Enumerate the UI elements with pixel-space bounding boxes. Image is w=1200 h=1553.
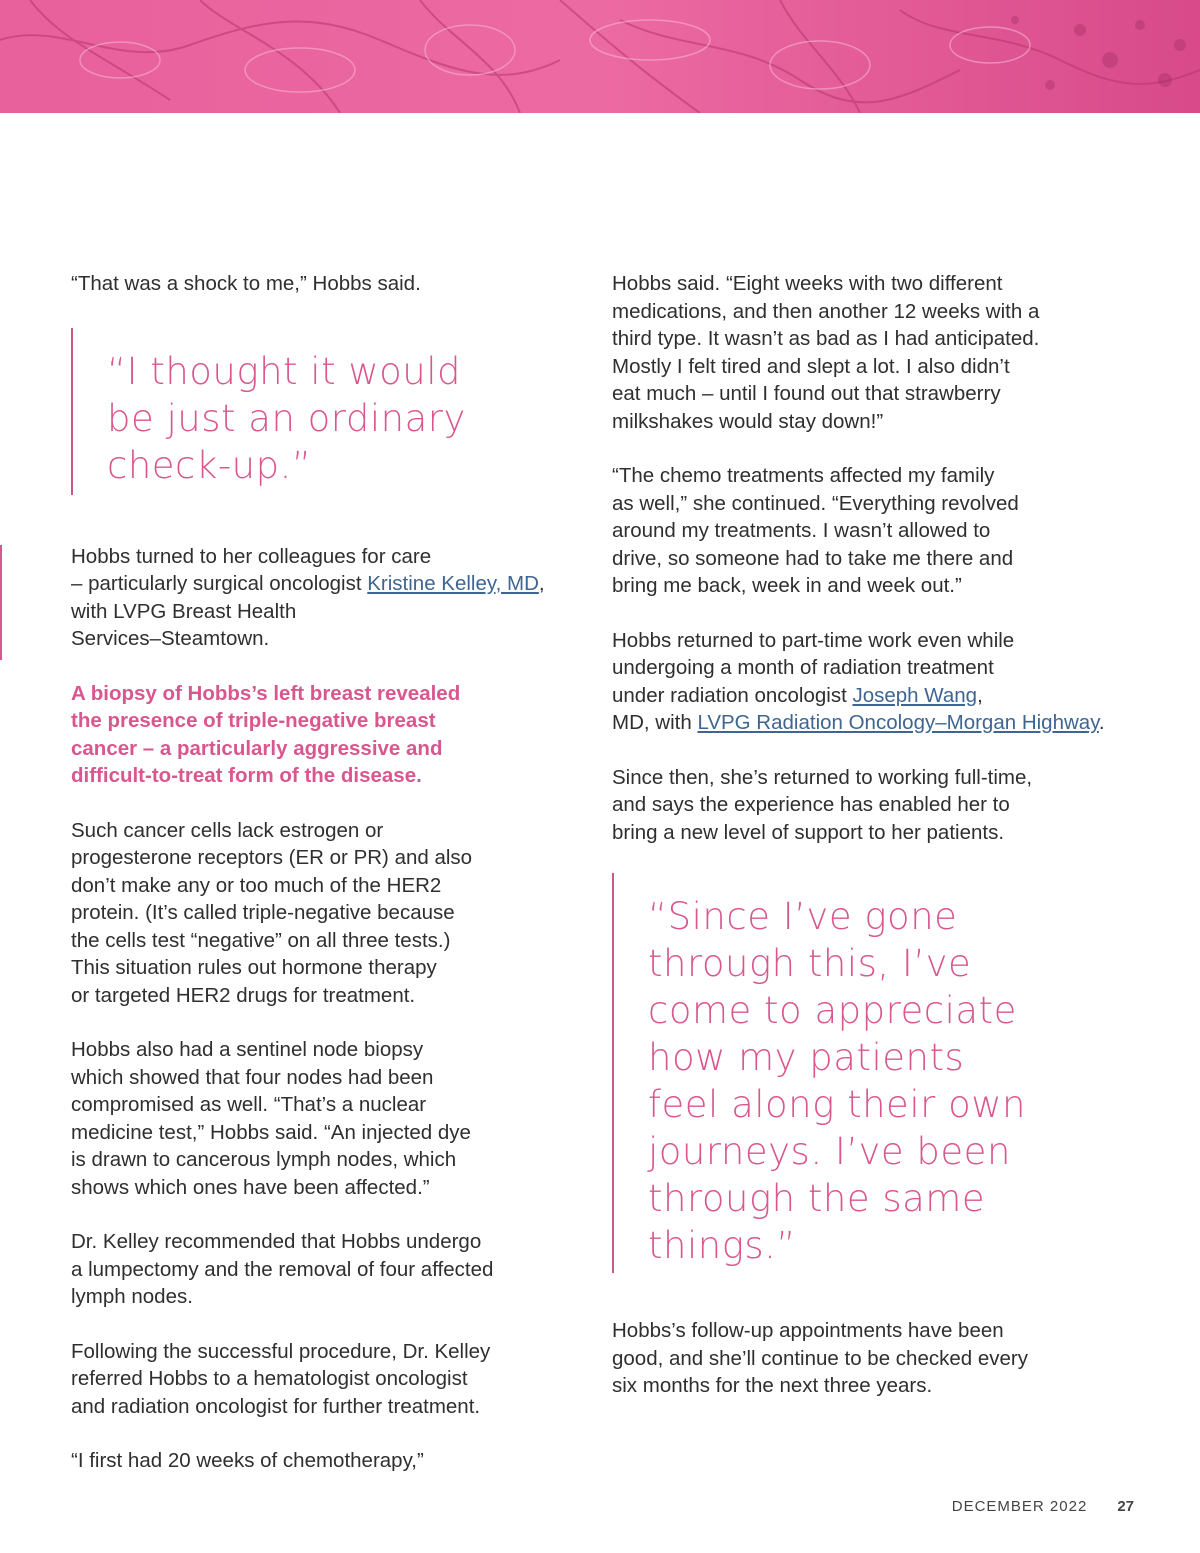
pull-quote (71, 328, 581, 495)
microscopy-texture (0, 0, 1200, 113)
paragraph: Following the successful procedure, Dr. Kelley referred Hobbs to a hematologist oncologist and radiation oncologist for further treatment. (71, 1339, 491, 1418)
paragraph-text: . (1098, 711, 1105, 734)
paragraph: Hobbs also had a sentinel node biopsy which showed that four nodes had been compromised as well. “That’s a nuclear medicine test,” Hobbs said. “An injected dye is drawn to cancerous lymph nodes, which shows which ones have been affected.” (71, 1038, 471, 1199)
pull-quote (612, 873, 1122, 1273)
paragraph (71, 543, 581, 653)
left-column (71, 270, 581, 1502)
paragraph: “I first had 20 weeks of chemotherapy,” (71, 1449, 424, 1472)
paragraph: Dr. Kelley recommended that Hobbs undergo a lumpectomy and the removal of four affected lymph nodes. (71, 1230, 494, 1308)
page-edge-marker (0, 545, 2, 660)
link-joseph-wang[interactable]: Joseph Wang (852, 683, 978, 707)
paragraph-text: , with LVPG Breast Health Services–Steamtown. (71, 572, 545, 650)
header-banner-image (0, 0, 1200, 113)
paragraph-text: Hobbs turned to her colleagues for care – particularly surgical oncologist (71, 544, 432, 595)
paragraph: “That was a shock to me,” Hobbs said. (71, 272, 421, 295)
highlighted-paragraph: A biopsy of Hobbs’s left breast revealed the presence of triple-negative breast cancer – a particularly aggressive and difficult-to-treat form of the disease. (71, 681, 461, 787)
issue-date: DECEMBER 2022 (951, 1498, 1088, 1515)
link-lvpg-radiation-oncology[interactable]: LVPG Radiation Oncology–Morgan Highway (697, 711, 1099, 734)
paragraph (612, 627, 1122, 737)
right-column (612, 270, 1122, 1427)
paragraph-text: , MD, with (612, 683, 983, 734)
paragraph: Since then, she’s returned to working full-time, and says the experience has enabled her to bring a new level of support to her patients. (612, 765, 1033, 844)
paragraph-text: Hobbs returned to part-time work even while undergoing a month of radiation treatment under radiation oncologist (612, 628, 1015, 707)
paragraph: Hobbs said. “Eight weeks with two different medications, and then another 12 weeks with a third type. It wasn’t as bad as I had anticipated. Mostly I felt tired and slept a lot. I also didn’t eat much – until I found out that strawberry milkshakes would stay down!” (612, 272, 1040, 433)
page-number: 27 (1117, 1498, 1134, 1515)
pull-quote-text: “Since I’ve gone through this, I’ve come to appreciate how my patients feel along their own journeys. I’ve been through the same things.” (648, 895, 1026, 1267)
paragraph: Such cancer cells lack estrogen or progesterone receptors (ER or PR) and also don’t make any or too much of the HER2 protein. (It’s called triple-negative because the cells test “negative” on all three tests.) This situation rules out hormone therapy or targeted HER2 drugs for treatment. (71, 818, 473, 1007)
link-kristine-kelley[interactable]: Kristine Kelley, MD (367, 572, 539, 595)
paragraph: “The chemo treatments affected my family as well,” she continued. “Everything revolved around my treatments. I wasn’t allowed to drive, so someone had to take me there and bring me back, week in and week out.” (612, 464, 1019, 597)
paragraph: Hobbs’s follow-up appointments have been good, and she’ll continue to be checked every six months for the next three years. (612, 1319, 1028, 1397)
pull-quote-text: “I thought it would be just an ordinary check-up.” (107, 349, 466, 487)
page-footer (952, 1498, 1134, 1515)
